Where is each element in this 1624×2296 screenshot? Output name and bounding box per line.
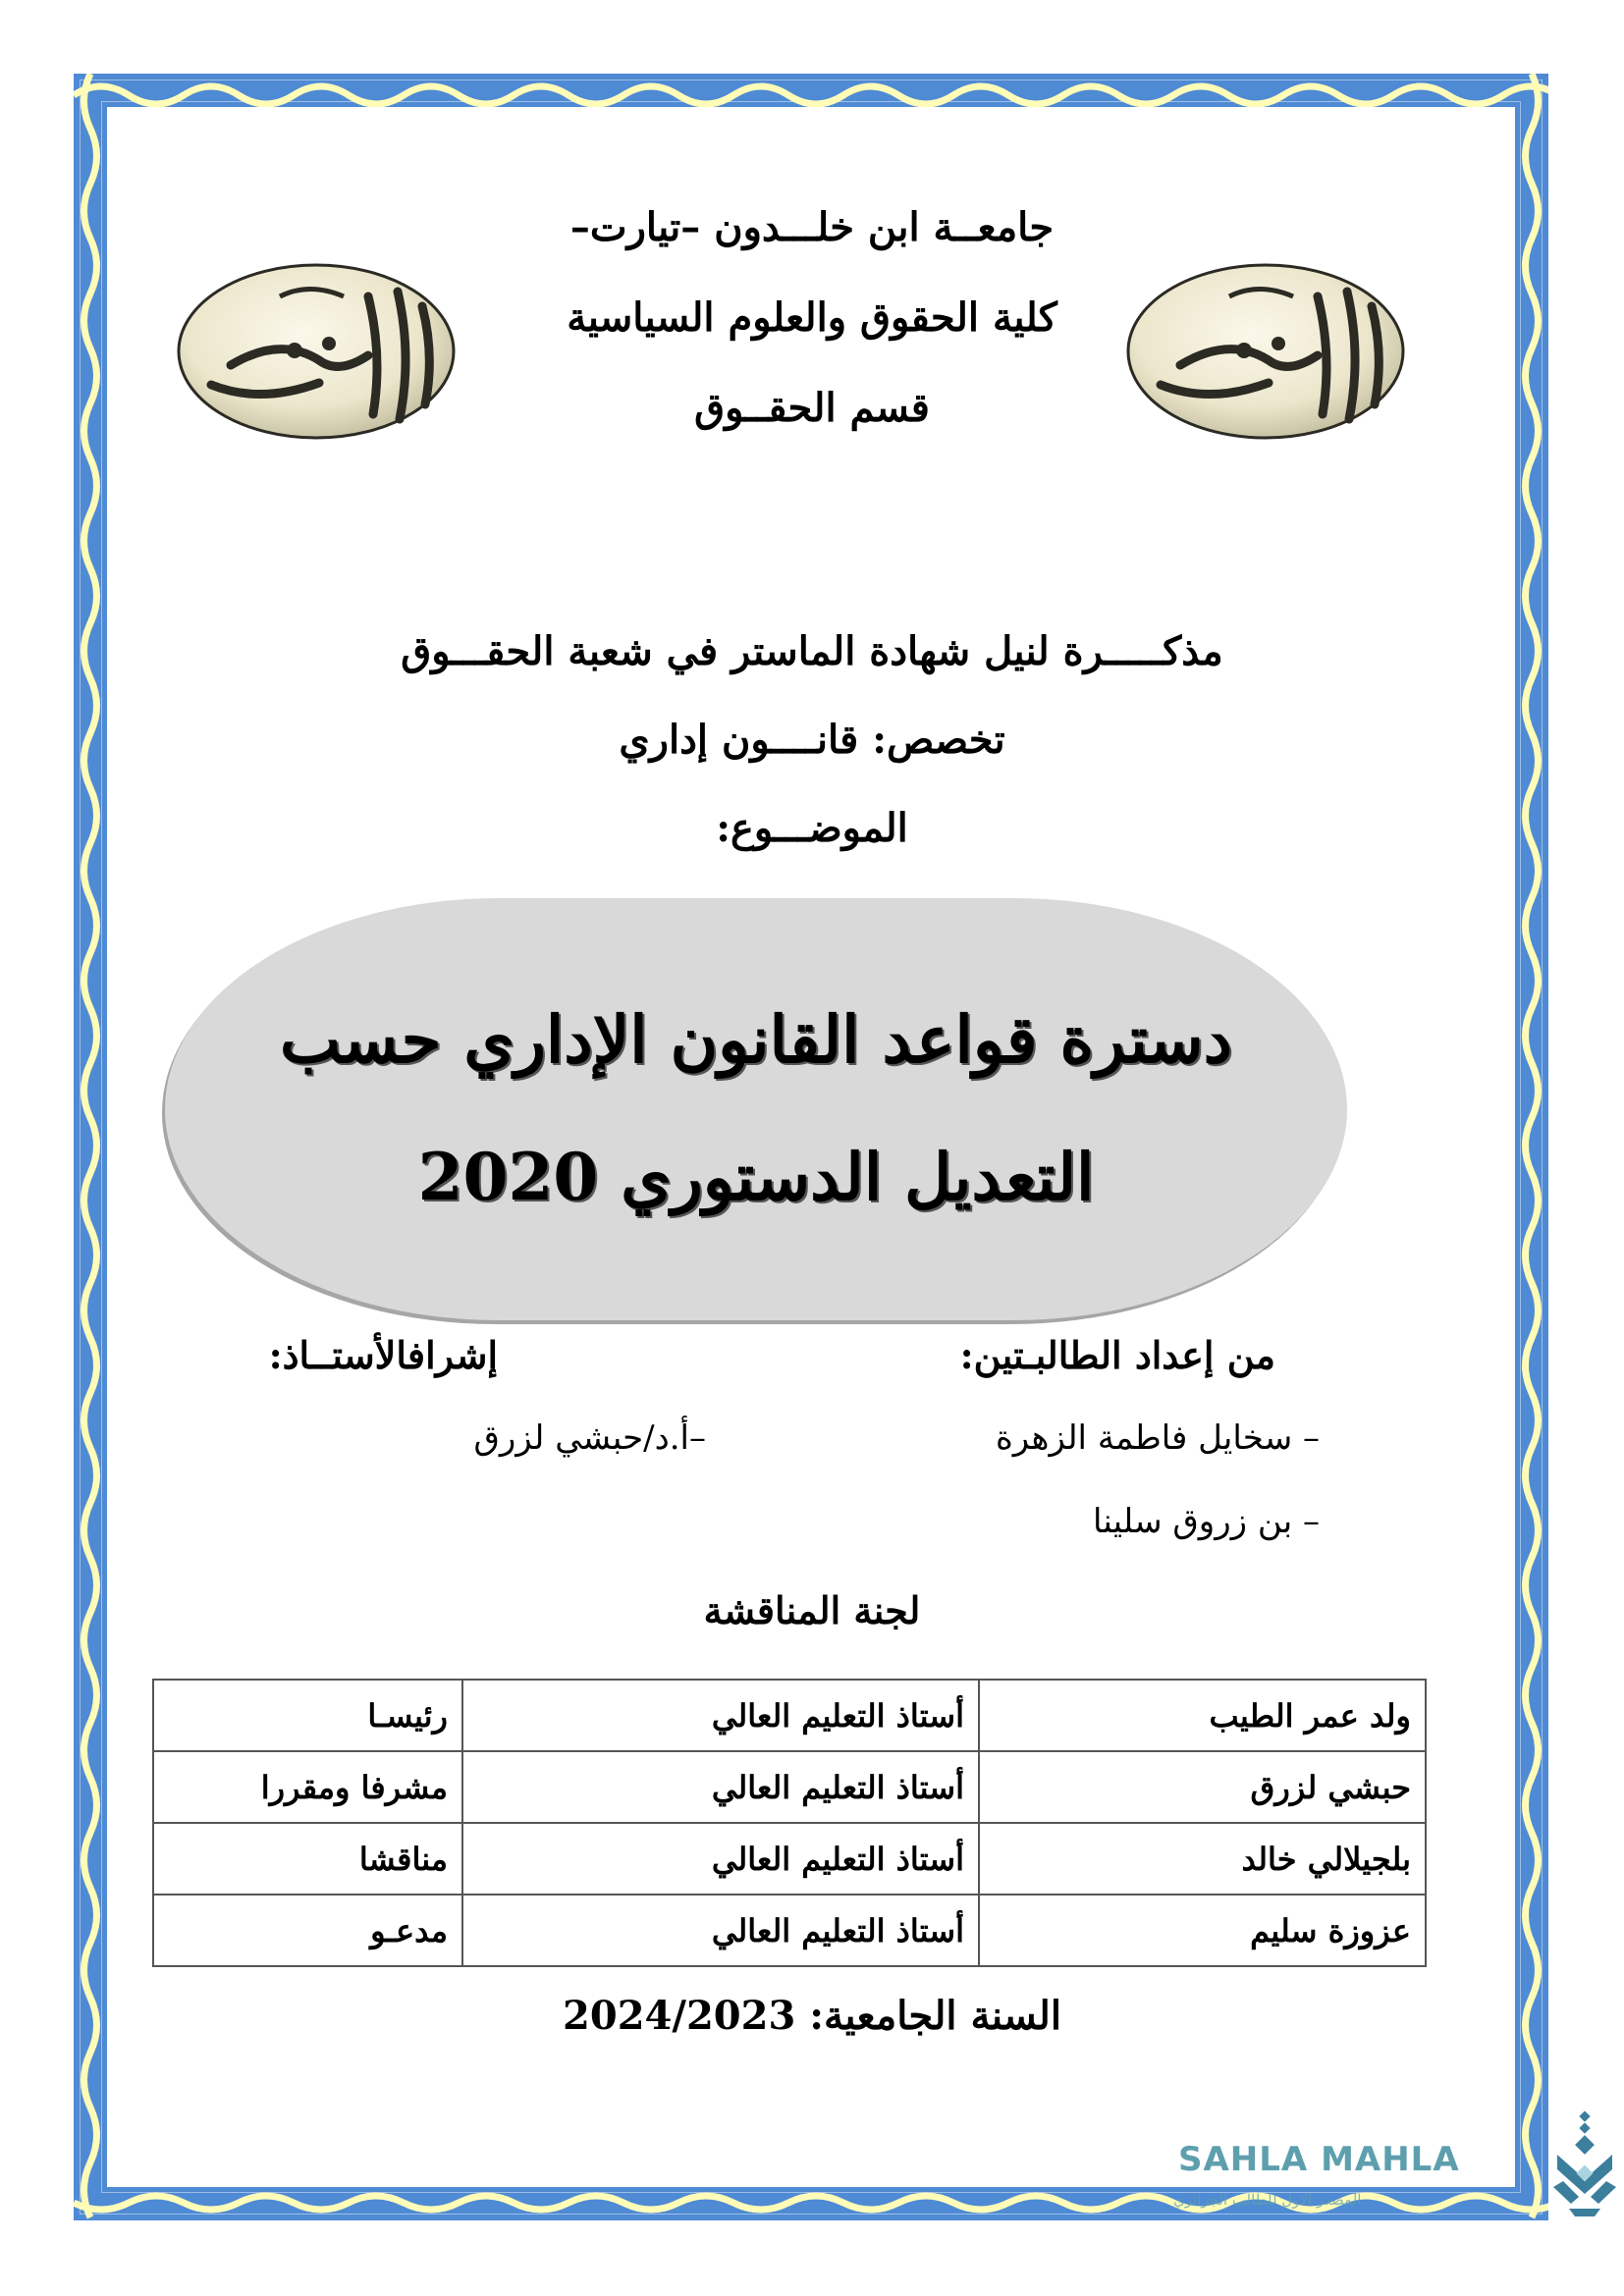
table-row — [153, 1751, 1426, 1823]
member-rank: أستاذ التعليم العالي — [462, 1751, 979, 1823]
member-name: بلجيلالي خالد — [979, 1823, 1426, 1895]
student-name: – بن زروق سلينا — [1092, 1502, 1320, 1541]
member-role: رئيسـا — [153, 1680, 462, 1751]
thesis-title-line-1: دسترة قواعد القانون الإداري حسب — [279, 1001, 1233, 1078]
watermark-brand: SAHLA MAHLA — [1178, 2140, 1460, 2179]
member-name: عزوزة سليم — [979, 1895, 1426, 1966]
student-name: – سخايل فاطمة الزهرة — [995, 1418, 1320, 1458]
committee-table — [152, 1679, 1427, 1967]
watermark-logo-icon — [1549, 2110, 1620, 2218]
university-name: جامعــة ابن خلـــدون –تيارت– — [569, 204, 1055, 250]
thesis-specialty: تخصص: قانــــون إداري — [619, 717, 1005, 763]
member-role: مدعـو — [153, 1895, 462, 1966]
member-rank: أستاذ التعليم العالي — [462, 1823, 979, 1895]
table-row — [153, 1680, 1426, 1751]
supervisor-label: إشرافالأستــاذ: — [268, 1333, 498, 1377]
table-row — [153, 1823, 1426, 1895]
watermark-tagline: المصدر الاول للطالب الجزائري — [1173, 2191, 1362, 2209]
thesis-purpose: مذكـــــرة لنيل شهادة الماستر في شعبة الحقـــوق — [401, 628, 1223, 674]
students-label: من إعداد الطالبـتين: — [959, 1333, 1275, 1377]
thesis-title-line-2: التعديل الدستوري 2020 — [417, 1139, 1095, 1215]
academic-year: السنة الجامعية: 2024/2023 — [563, 1993, 1061, 2039]
faculty-name: كلية الحقوق والعلوم السياسية — [567, 294, 1057, 341]
table-row — [153, 1895, 1426, 1966]
member-rank: أستاذ التعليم العالي — [462, 1680, 979, 1751]
member-name: ولد عمر الطيب — [979, 1680, 1426, 1751]
supervisor-name: –أ.د/حبشي لزرق — [473, 1418, 706, 1458]
thesis-title-box — [165, 898, 1347, 1320]
department-name: قسم الحقــوق — [694, 385, 930, 431]
member-rank: أستاذ التعليم العالي — [462, 1895, 979, 1966]
member-role: مناقشا — [153, 1823, 462, 1895]
committee-title: لجنة المناقشة — [703, 1588, 921, 1632]
member-name: حبشي لزرق — [979, 1751, 1426, 1823]
member-role: مشرفا ومقررا — [153, 1751, 462, 1823]
topic-label: الموضـــوع: — [716, 805, 908, 851]
